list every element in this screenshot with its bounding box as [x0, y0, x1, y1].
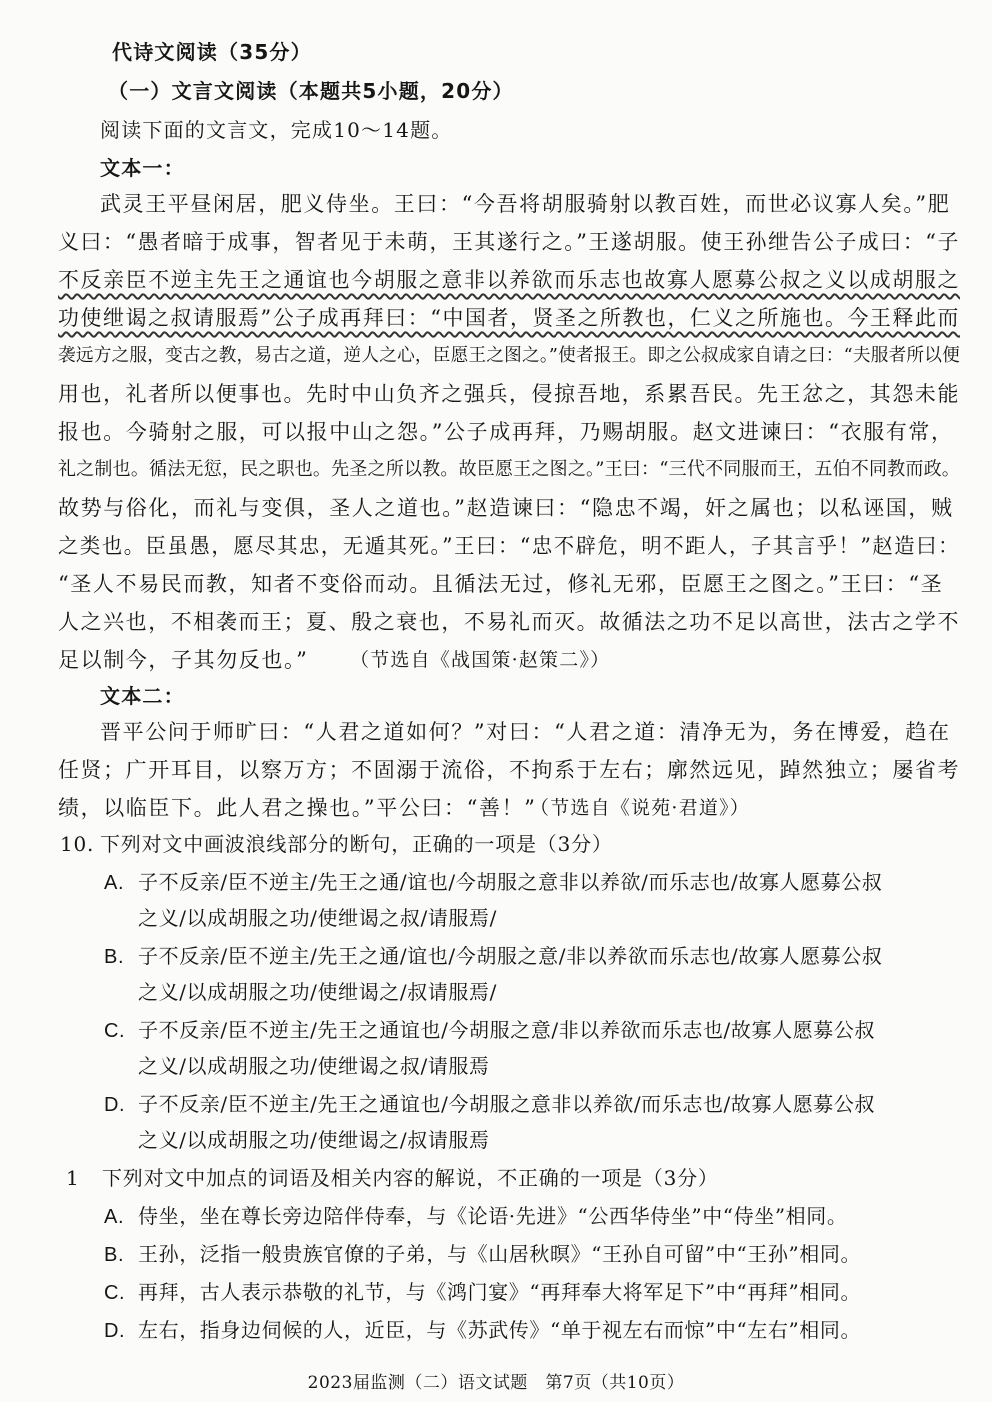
wavy-segment: 功使绁谒之叔请服焉”公子成再拜曰：“中国者，贤圣之所教也，仁义之所施也。今王释此而: [58, 306, 961, 330]
option-label: C.: [104, 1282, 126, 1304]
q11-option-d: [104, 1316, 861, 1345]
text1-line: 袭远方之服，变古之教，易古之道，逆人之心，臣愿王之图之。”使者报王。即之公叔成家自请之曰：“夫服者所以便: [58, 345, 960, 366]
q10-option-b-cont: 之义/以成胡服之功/使绁谒之/叔请服焉/: [138, 980, 497, 1004]
q10-option-d: [104, 1090, 875, 1119]
option-label: B.: [104, 946, 125, 968]
option-label: A.: [104, 872, 125, 894]
q11-option-b: [104, 1240, 861, 1269]
section-title: 代诗文阅读（35分）: [112, 40, 312, 64]
option-label: D.: [104, 1320, 126, 1342]
section-subtitle: （一）文言文阅读（本题共5小题，20分）: [108, 79, 514, 103]
text1-source: （节选自《战国策·赵策二》）: [350, 649, 611, 671]
option-label: A.: [104, 1206, 125, 1228]
option-text: 左右，指身边伺候的人，近臣，与《苏武传》“单于视左右而惊”中“左右”相同。: [138, 1318, 862, 1342]
option-text: 子不反亲/臣不逆主/先王之通/谊也/今胡服之意/非以养欲而乐志也/故寡人愿募公叔: [138, 944, 883, 968]
question-number: 10.: [60, 832, 95, 856]
text1-line: [58, 304, 960, 332]
option-text: 侍坐，坐在尊长旁边陪伴侍奉，与《论语·先进》“公西华侍坐”中“侍坐”相同。: [138, 1204, 848, 1228]
text1-line: 义曰：“愚者暗于成事，智者见于未萌，王其遂行之。”王遂胡服。使王孙绁告公子成曰：“子: [58, 230, 961, 254]
q10-option-d-cont: 之义/以成胡服之功/使绁谒之/叔请服焉: [138, 1128, 490, 1152]
text1-line: 礼之制也。循法无愆，民之职也。先圣之所以教。故臣愿王之图之。”王曰：“三代不同服而王，五伯不同教而政。: [58, 459, 961, 480]
text1-line: 足以制今，子其勿反也。”: [58, 648, 309, 672]
q10-option-c: [104, 1016, 875, 1045]
text1-heading: 文本一：: [100, 156, 185, 180]
text1-line: 用也，礼者所以便事也。先时中山负齐之强兵，侵掠吾地，系累吾民。先王忿之，其怨未能: [58, 382, 961, 406]
text1-line: 人之兴也，不相袭而王；夏、殷之衰也，不易礼而灭。故循法之功不足以高世，法古之学不: [58, 610, 961, 634]
instruction: 阅读下面的文言文，完成10～14题。: [100, 118, 453, 142]
option-text: 子不反亲/臣不逆主/先王之通谊也/今胡服之意/非以养欲而乐志也/故寡人愿募公叔: [138, 1018, 876, 1042]
text1-line-wavy: 不反亲臣不逆主先王之通谊也今胡服之意非以养欲而乐志也故寡人愿募公叔之义以成胡服之: [58, 268, 961, 292]
q11-option-c: [104, 1278, 861, 1307]
q10-option-a-cont: 之义/以成胡服之功/使绁谒之叔/请服焉/: [138, 906, 497, 930]
q10-option-a: [104, 868, 882, 897]
option-text: 王孙，泛指一般贵族官僚的子弟，与《山居秋暝》“王孙自可留”中“王孙”相同。: [138, 1242, 862, 1266]
text1-line: 报也。今骑射之服，可以报中山之怨。”公子成再拜，乃赐胡服。赵文进谏曰：“衣服有常，: [58, 420, 954, 444]
question-stem: 下列对文中画波浪线部分的断句，正确的一项是（3分）: [100, 832, 613, 856]
question-10-stem: [60, 830, 613, 858]
q11-option-a: [104, 1202, 847, 1231]
text2-heading: 文本二：: [100, 684, 185, 708]
text2-line: 晋平公问于师旷曰：“人君之道如何？”对曰：“人君之道：清净无为，务在博爱，趋在: [100, 720, 951, 744]
page-footer: 2023届监测（二）语文试题 第7页（共10页）: [307, 1373, 685, 1393]
option-text: 再拜，古人表示恭敬的礼节，与《鸿门宴》“再拜奉大将军足下”中“再拜”相同。: [138, 1280, 862, 1304]
option-text: 子不反亲/臣不逆主/先王之通/谊也/今胡服之意非以养欲/而乐志也/故寡人愿募公叔: [138, 870, 883, 894]
q10-option-b: [104, 942, 882, 971]
q10-option-c-cont: 之义/以成胡服之功/使绁谒之叔/请服焉: [138, 1054, 490, 1078]
text1-line: 故势与俗化，而礼与变俱，圣人之道也。”赵造谏曰：“隐忠不竭，奸之属也；以私诬国，贼: [58, 496, 954, 520]
text2-line: 绩，以临臣下。此人君之操也。”平公曰：“善！”: [58, 796, 537, 820]
question-11-stem: [66, 1164, 719, 1192]
option-label: C.: [104, 1020, 126, 1042]
question-number: 1: [66, 1166, 80, 1190]
text1-line: 武灵王平昼闲居，肥义侍坐。王曰：“今吾将胡服骑射以教百姓，而世必议寡人矣。”肥: [100, 192, 951, 216]
option-label: D.: [104, 1094, 126, 1116]
option-text: 子不反亲/臣不逆主/先王之通谊也/今胡服之意非以养欲/而乐志也/故寡人愿募公叔: [138, 1092, 876, 1116]
text2-source: （节选自《说苑·君道》）: [530, 797, 750, 819]
text1-line: “圣人不易民而教，知者不变俗而动。且循法无过，修礼无邪，臣愿王之图之。”王曰：“圣: [58, 572, 944, 596]
question-stem: 下列对文中加点的词语及相关内容的解说，不正确的一项是（3分）: [102, 1166, 719, 1190]
text1-line: 之类也。臣虽愚，愿尽其忠，无遁其死。”王曰：“忠不辟危，明不距人，子其言乎！”赵造曰：: [58, 534, 961, 558]
text2-line: 任贤；广开耳目，以察万方；不固溺于流俗，不拘系于左右；廓然远见，踔然独立；屡省考: [58, 758, 961, 782]
option-label: B.: [104, 1244, 125, 1266]
